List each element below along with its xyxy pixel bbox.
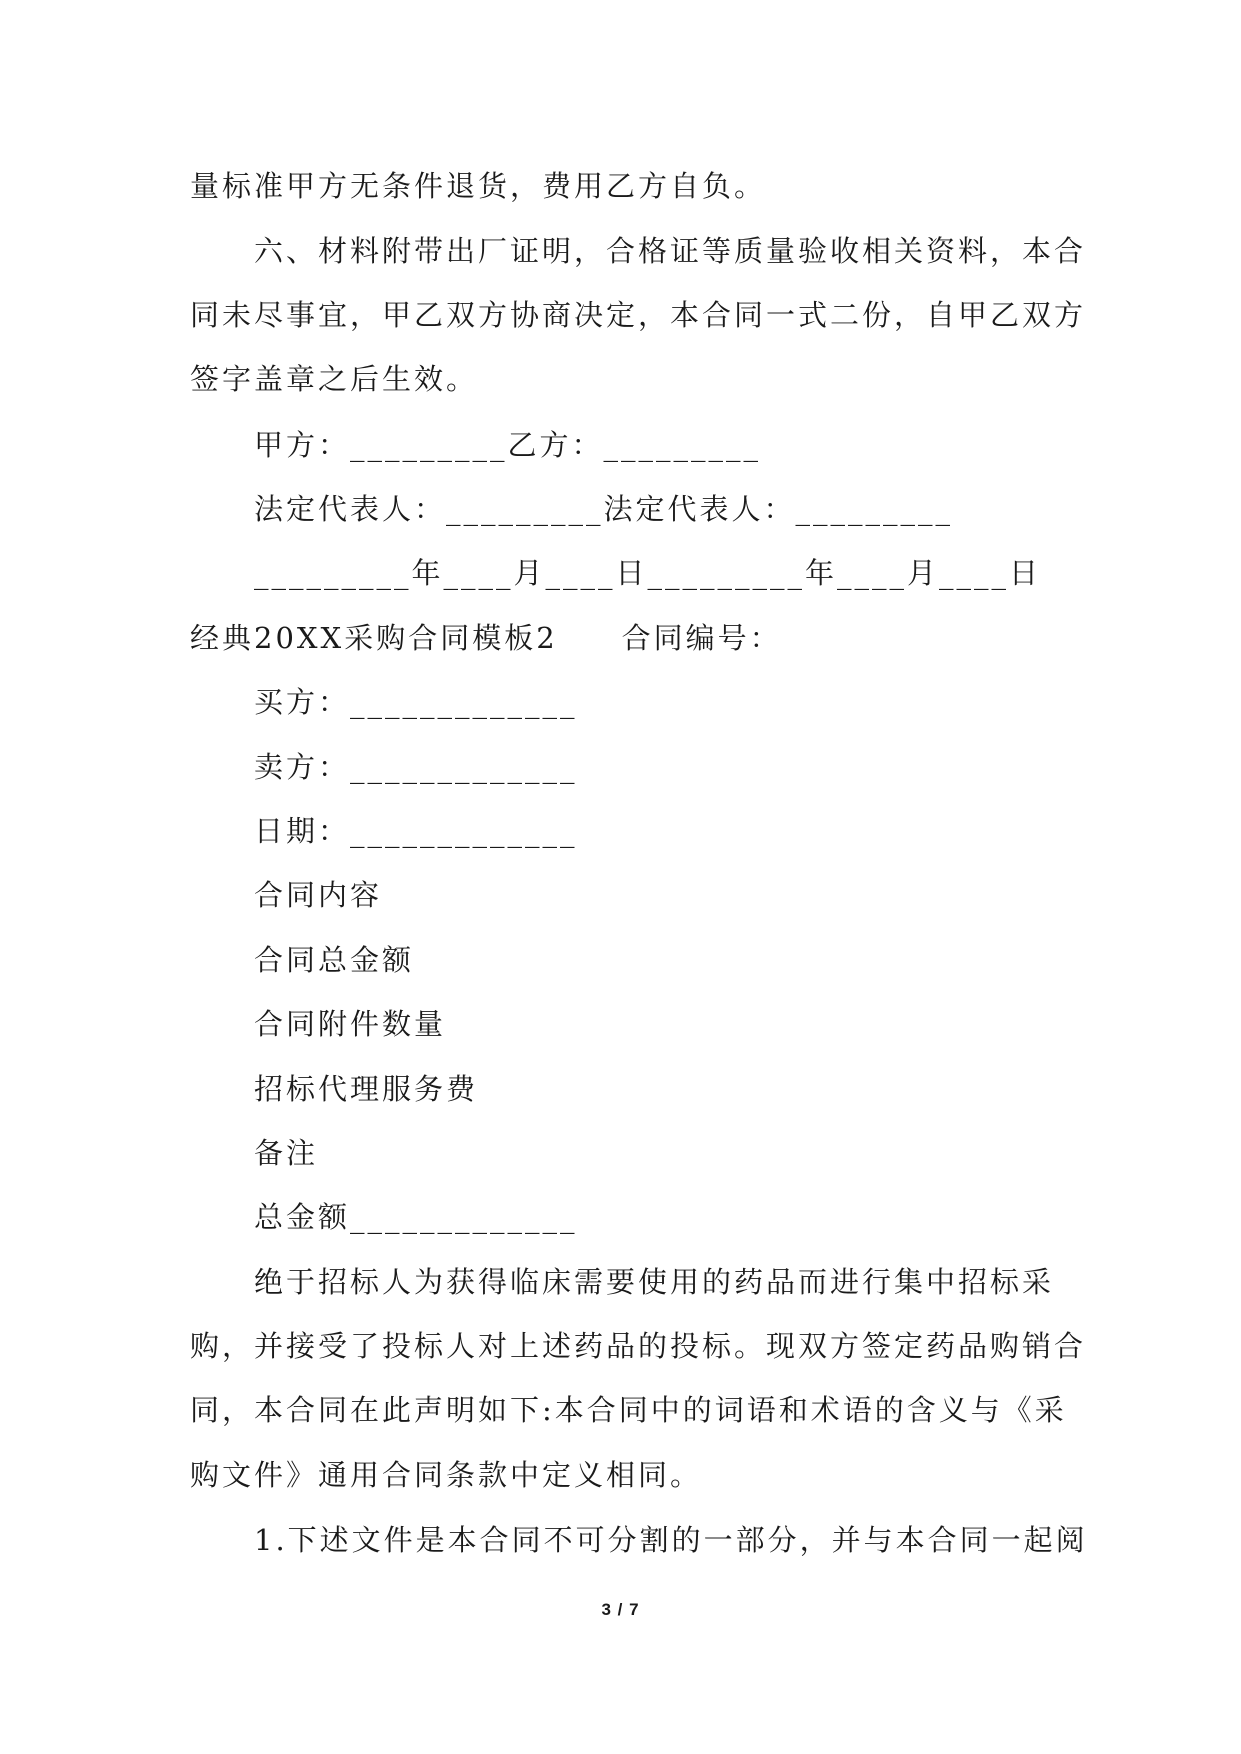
text-line: 购，并接受了投标人对上述药品的投标。现双方签定药品购销合 (190, 1329, 1087, 1363)
signature-party-line: 甲方：_________乙方：_________ (254, 428, 762, 462)
text-line: 绝于招标人为获得临床需要使用的药品而进行集中招标采 (254, 1265, 1055, 1299)
date-field: 日期：_____________ (254, 814, 578, 848)
section-title: 经典20XX采购合同模板2 合同编号： (190, 621, 782, 655)
text-line: 同，本合同在此声明如下:本合同中的词语和术语的含义与《采 (190, 1393, 1067, 1427)
contract-content-label: 合同内容 (254, 878, 383, 912)
legal-rep-line: 法定代表人：_________法定代表人：_________ (254, 492, 954, 526)
total-amount-field: 总金额_____________ (254, 1200, 578, 1234)
agency-fee-label: 招标代理服务费 (254, 1072, 479, 1106)
remarks-label: 备注 (254, 1136, 319, 1170)
contract-total-label: 合同总金额 (254, 943, 415, 977)
seller-field: 卖方：_____________ (254, 750, 578, 784)
attachment-count-label: 合同附件数量 (254, 1007, 447, 1041)
text-line: 签字盖章之后生效。 (190, 362, 479, 396)
date-line: _________年____月____日_________年____月____日 (254, 556, 1042, 590)
text-line: 六、材料附带出厂证明，合格证等质量验收相关资料，本合 (254, 234, 1087, 268)
text-line: 1.下述文件是本合同不可分割的一部分，并与本合同一起阅 (254, 1523, 1088, 1557)
text-line: 购文件》通用合同条款中定义相同。 (190, 1458, 703, 1492)
buyer-field: 买方：_____________ (254, 685, 578, 719)
text-line: 量标准甲方无条件退货，费用乙方自负。 (190, 169, 767, 203)
page-number: 3 / 7 (601, 1600, 640, 1619)
text-line: 同未尽事宜，甲乙双方协商决定，本合同一式二份，自甲乙双方 (190, 298, 1087, 332)
